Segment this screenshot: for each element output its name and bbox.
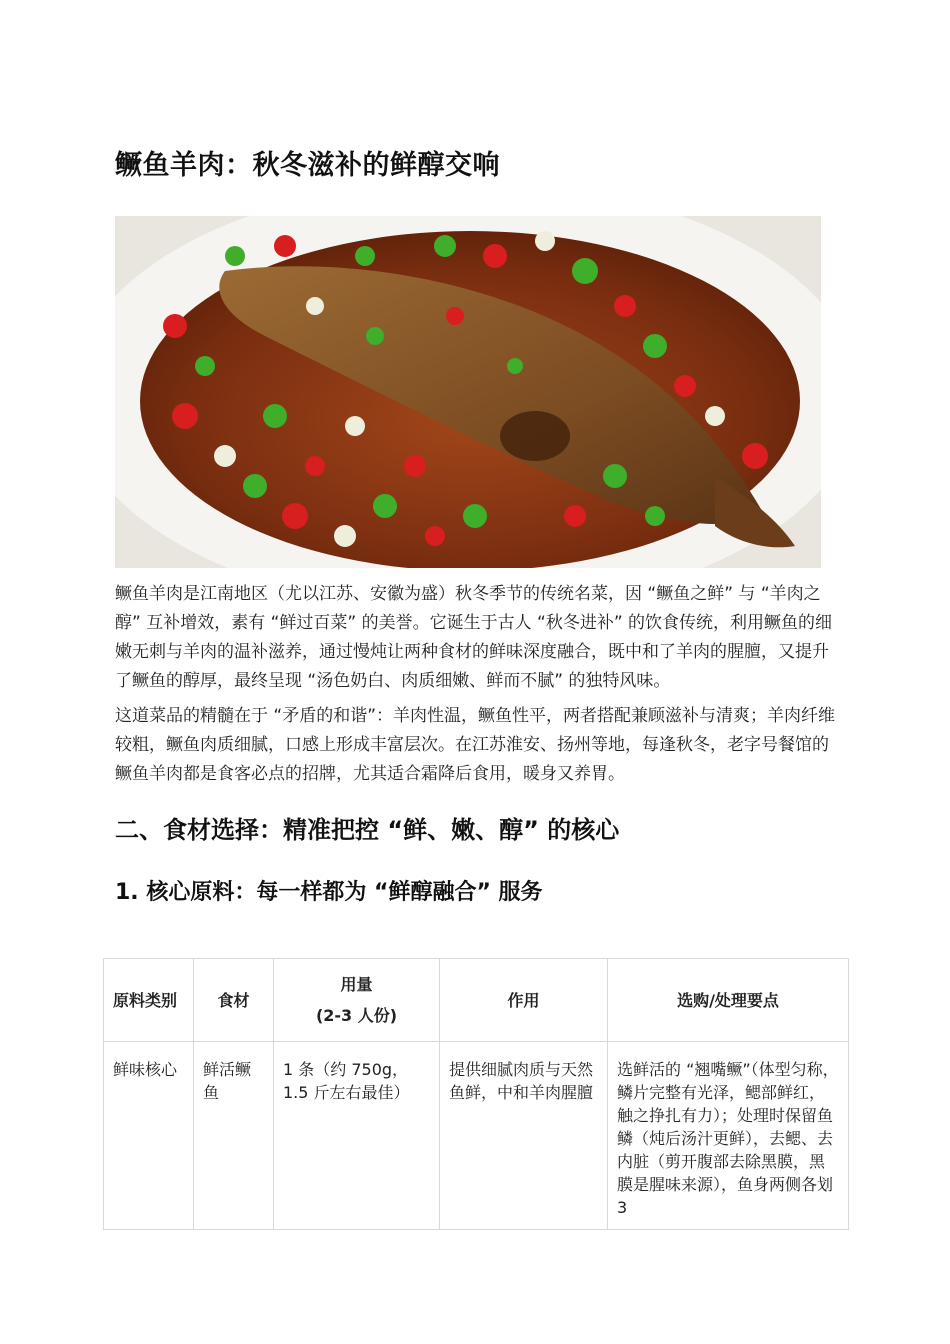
header-category: 原料类别 [104,959,194,1042]
dish-photo [115,216,821,568]
header-amount-line1: 用量 [340,975,373,994]
cell-function-text: 提供细腻肉质与天然鱼鲜，中和羊肉腥膻 [449,1060,594,1102]
cell-amount-text: 1 条（约 750g，1.5 斤左右最佳） [283,1060,410,1102]
cell-function [440,1042,608,1230]
cell-category-text: 鲜味核心 [113,1060,178,1079]
header-function: 作用 [440,959,608,1042]
cell-tips-text: 选鲜活的 “翘嘴鳜”（体型匀称，鳞片完整有光泽，鳃部鲜红，触之挣扎有力）；处理时保留鱼鳞（炖后汤汁更鲜），去鳃、去内脏（剪开腹部去除黑膜，黑膜是腥味来源），鱼身两侧各划 3 [617,1060,839,1217]
page-title: 鳜鱼羊肉：秋冬滋补的鲜醇交响 [115,150,500,181]
subsection-heading: 1. 核心原料：每一样都为 “鲜醇融合” 服务 [115,880,543,905]
ingredients-table [103,958,849,1230]
cell-tips [608,1042,849,1230]
table-row [104,1042,849,1230]
cell-amount [274,1042,440,1230]
braised-fish-image [115,216,821,568]
cell-ingredient [194,1042,274,1230]
intro-paragraph: 鳜鱼羊肉是江南地区（尤以江苏、安徽为盛）秋冬季节的传统名菜，因 “鳜鱼之鲜” 与 “羊肉之醇” 互补增效，素有 “鲜过百菜” 的美誉。它诞生于古人 “秋冬进补” 的饮食传统，利用鳜鱼的细嫩无刺与羊肉的温补滋养，通过慢炖让两种食材的鲜味深度融合，既中和了羊肉的腥膻，又提升了鳜鱼的醇厚，最终呈现 “汤色奶白、肉质细嫩、鲜而不腻” 的独特风味。 [115,584,833,691]
header-amount-line2: (2-3 人份) [315,1006,398,1025]
table-header-row [104,959,849,1042]
header-amount [274,959,440,1042]
essence-paragraph: 这道菜品的精髓在于 “矛盾的和谐”：羊肉性温，鳜鱼性平，两者搭配兼顾滋补与清爽；羊肉纤维较粗，鳜鱼肉质细腻，口感上形成丰富层次。在江苏淮安、扬州等地，每逢秋冬，老字号餐馆的鳜鱼羊肉都是食客必点的招牌，尤其适合霜降后食用，暖身又养胃。 [115,706,836,784]
cell-category [104,1042,194,1230]
cell-ingredient-text: 鲜活鳜鱼 [203,1060,252,1102]
header-tips: 选购/处理要点 [608,959,849,1042]
section-heading: 二、食材选择：精准把控 “鲜、嫩、醇” 的核心 [115,816,620,844]
header-ingredient: 食材 [194,959,274,1042]
